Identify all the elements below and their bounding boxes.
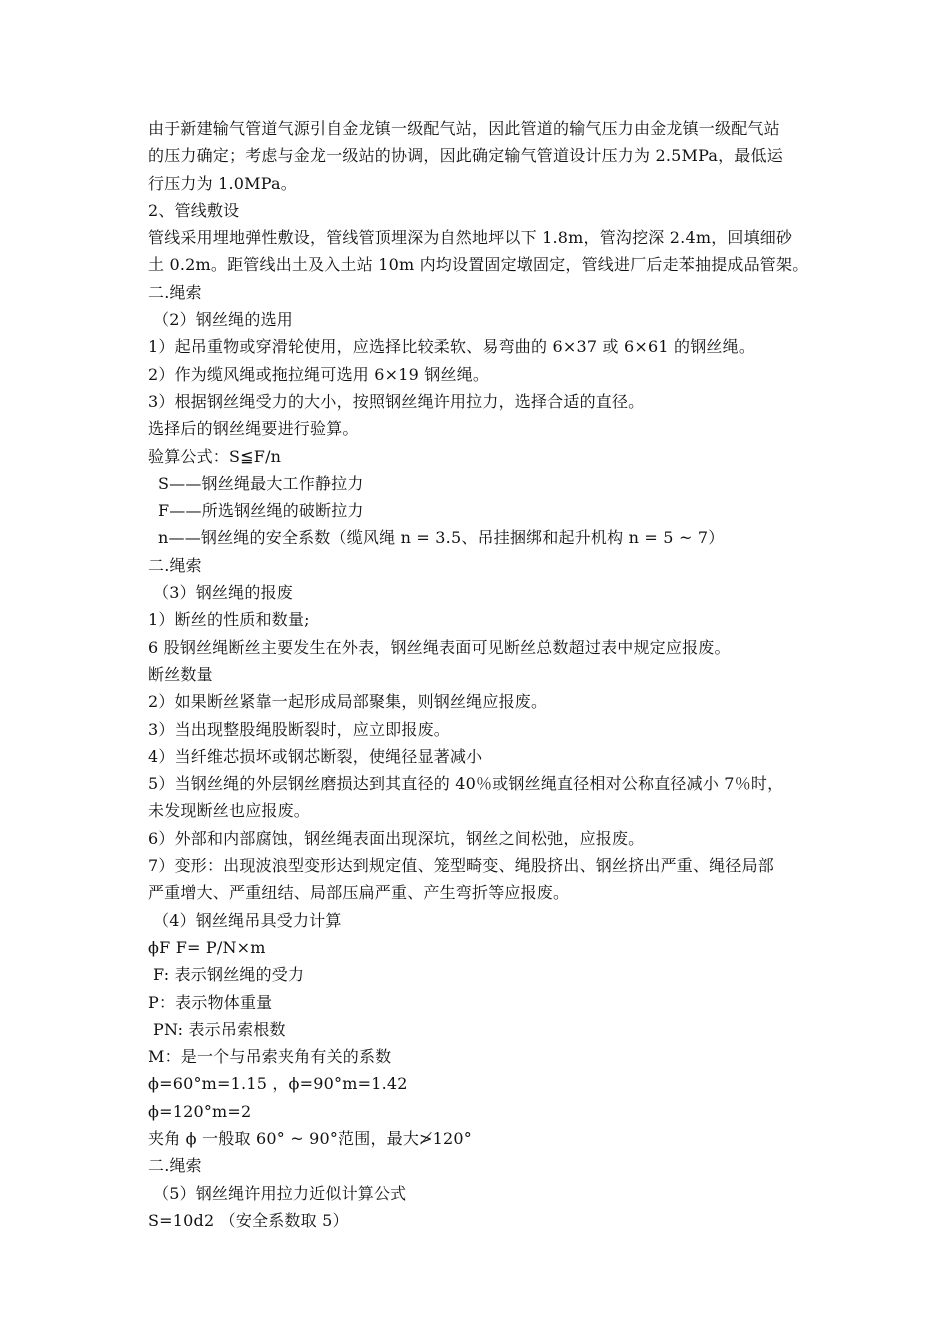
formula-definition: n——钢丝绳的安全系数（缆风绳 n = 3.5、吊挂捆绑和起升机构 n = 5 ~ 7） — [158, 528, 725, 548]
formula-line: ϕ=120°m=2 — [148, 1101, 252, 1121]
text-line: 夹角 ϕ 一般取 60° ~ 90°范围，最大≯120° — [148, 1128, 473, 1148]
text-line: 由于新建输气管道气源引自金龙镇一级配气站，因此管道的输气压力由金龙镇一级配气站 — [148, 119, 780, 138]
formula-definition: PN: 表示吊索根数 — [153, 1019, 286, 1039]
text-line: 断丝数量 — [148, 664, 213, 684]
list-item: 6）外部和内部腐蚀，钢丝绳表面出现深坑，钢丝之间松弛，应报废。 — [148, 828, 645, 848]
section-heading: 二.绳索 — [148, 555, 202, 575]
section-heading: 2、管线敷设 — [148, 200, 240, 220]
formula-line: ϕF F= P/N×m — [148, 937, 266, 957]
list-item: 3）当出现整股绳股断裂时，应立即报废。 — [148, 719, 450, 739]
list-item: 5）当钢丝绳的外层钢丝磨损达到其直径的 40％或钢丝绳直径相对公称直径减小 7％时， — [148, 774, 784, 794]
formula-line: S=10d2 （安全系数取 5） — [148, 1210, 349, 1230]
list-item: 7）变形：出现波浪型变形达到规定值、笼型畸变、绳股挤出、钢丝挤出严重、绳径局部 — [148, 856, 774, 876]
formula-line: ϕ=60°m=1.15 ，ϕ=90°m=1.42 — [148, 1074, 408, 1094]
formula-definition: P：表示物体重量 — [148, 992, 273, 1012]
list-item: 2）作为缆风绳或拖拉绳可选用 6×19 钢丝绳。 — [148, 364, 490, 384]
text-line: 严重增大、严重纽结、局部压扁严重、产生弯折等应报废。 — [148, 883, 570, 903]
text-line: 未发现断丝也应报废。 — [148, 801, 311, 821]
list-item: 1）断丝的性质和数量; — [148, 610, 310, 630]
formula-definition: F——所选钢丝绳的破断拉力 — [158, 501, 364, 521]
list-item: 4）当纤维芯损坏或钢芯断裂，使绳径显著减小 — [148, 746, 483, 766]
list-item: 1）起吊重物或穿滑轮使用，应选择比较柔软、易弯曲的 6×37 或 6×61 的钢丝绳。 — [148, 337, 756, 357]
formula-definition: M：是一个与吊索夹角有关的系数 — [148, 1047, 392, 1067]
section-heading: 二.绳索 — [148, 282, 202, 302]
text-line: 管线采用埋地弹性敷设，管线管顶埋深为自然地坪以下 1.8m，管沟挖深 2.4m，回填细砂 — [148, 228, 793, 248]
formula-definition: F: 表示钢丝绳的受力 — [153, 965, 305, 985]
formula-definition: S——钢丝绳最大工作静拉力 — [158, 473, 364, 493]
text-line: 土 0.2m。距管线出土及入土站 10m 内均设置固定墩固定，管线进厂后走苯抽提成品管架。 — [148, 255, 809, 275]
list-item: 2）如果断丝紧靠一起形成局部聚集，则钢丝绳应报废。 — [148, 692, 548, 712]
text-line: 的压力确定；考虑与金龙一级站的协调，因此确定输气管道设计压力为 2.5MPa，最低运 — [148, 146, 783, 166]
subsection-heading: （5）钢丝绳许用拉力近似计算公式 — [153, 1183, 407, 1203]
formula-line: 验算公式：S≦F/n — [148, 446, 282, 466]
subsection-heading: （4）钢丝绳吊具受力计算 — [153, 910, 342, 930]
section-heading: 二.绳索 — [148, 1156, 202, 1176]
text-line: 6 股钢丝绳断丝主要发生在外表，钢丝绳表面可见断丝总数超过表中规定应报废。 — [148, 637, 731, 657]
subsection-heading: （2）钢丝绳的选用 — [153, 310, 293, 330]
list-item: 3）根据钢丝绳受力的大小，按照钢丝绳许用拉力，选择合适的直径。 — [148, 391, 645, 411]
text-line: 选择后的钢丝绳要进行验算。 — [148, 419, 359, 439]
text-line: 行压力为 1.0MPa。 — [148, 173, 297, 193]
subsection-heading: （3）钢丝绳的报废 — [153, 583, 293, 603]
